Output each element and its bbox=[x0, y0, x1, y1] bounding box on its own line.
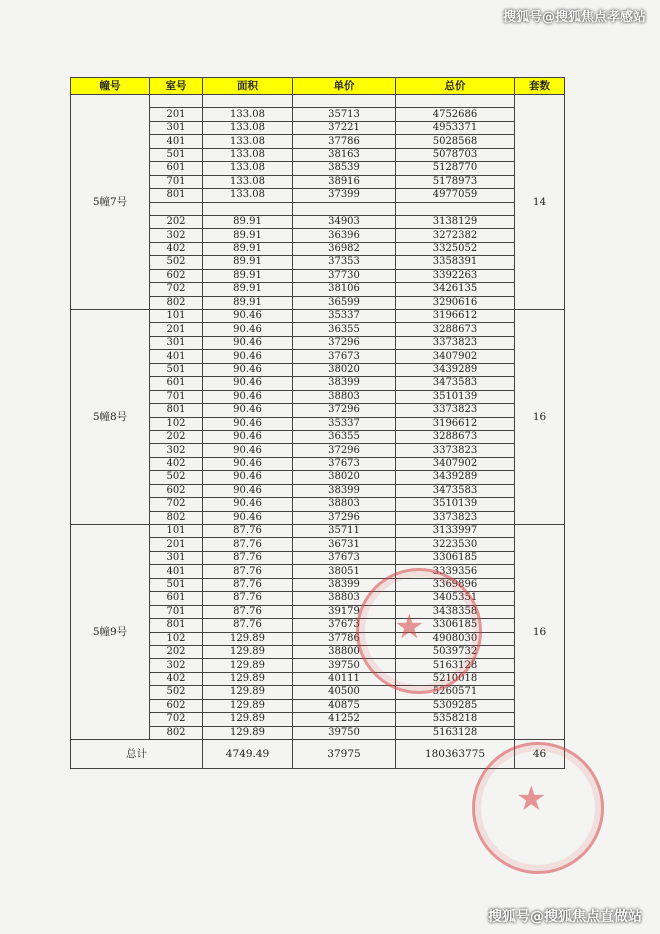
total-price-cell: 3373823 bbox=[396, 336, 515, 349]
room-cell: 101 bbox=[150, 525, 203, 538]
room-cell: 202 bbox=[150, 430, 203, 443]
total-price-cell: 3405351 bbox=[396, 592, 515, 605]
total-price-cell: 5358218 bbox=[396, 713, 515, 726]
unit-price-cell: 35713 bbox=[293, 108, 396, 121]
room-cell: 302 bbox=[150, 444, 203, 457]
room-cell: 701 bbox=[150, 175, 203, 188]
area-cell: 90.46 bbox=[203, 336, 293, 349]
total-price-cell: 3439289 bbox=[396, 471, 515, 484]
table-row bbox=[71, 310, 565, 323]
total-price-cell: 3369896 bbox=[396, 578, 515, 591]
room-cell: 502 bbox=[150, 686, 203, 699]
area-cell: 87.76 bbox=[203, 605, 293, 618]
total-area: 4749.49 bbox=[203, 740, 293, 769]
room-cell: 401 bbox=[150, 565, 203, 578]
total-price: 180363775 bbox=[396, 740, 515, 769]
total-price-cell: 3339356 bbox=[396, 565, 515, 578]
unit-price-cell: 38106 bbox=[293, 283, 396, 296]
total-price-cell: 3510139 bbox=[396, 498, 515, 511]
area-cell: 90.46 bbox=[203, 471, 293, 484]
area-cell: 90.46 bbox=[203, 363, 293, 376]
unit-price-cell: 38803 bbox=[293, 390, 396, 403]
area-cell: 89.91 bbox=[203, 242, 293, 255]
area-cell: 129.89 bbox=[203, 699, 293, 712]
room-cell: 702 bbox=[150, 498, 203, 511]
room-cell: 802 bbox=[150, 511, 203, 524]
area-cell: 129.89 bbox=[203, 686, 293, 699]
room-cell: 801 bbox=[150, 619, 203, 632]
total-price-cell: 3426135 bbox=[396, 283, 515, 296]
area-cell: 89.91 bbox=[203, 229, 293, 242]
unit-price-cell: 38163 bbox=[293, 148, 396, 161]
header-area: 面积 bbox=[203, 78, 293, 95]
room-cell: 501 bbox=[150, 578, 203, 591]
header-building: 幢号 bbox=[71, 78, 150, 95]
total-label: 总计 bbox=[71, 740, 203, 769]
room-cell: 201 bbox=[150, 538, 203, 551]
total-price-cell: 3290616 bbox=[396, 296, 515, 309]
area-cell: 133.08 bbox=[203, 189, 293, 202]
unit-price-cell: 38800 bbox=[293, 645, 396, 658]
room-cell bbox=[150, 95, 203, 108]
total-price-cell: 3373823 bbox=[396, 511, 515, 524]
unit-price-cell: 35711 bbox=[293, 525, 396, 538]
unit-price-cell: 38399 bbox=[293, 377, 396, 390]
area-cell: 87.76 bbox=[203, 592, 293, 605]
area-cell: 90.46 bbox=[203, 484, 293, 497]
room-cell: 301 bbox=[150, 121, 203, 134]
table-header-row bbox=[71, 78, 565, 95]
price-table bbox=[70, 77, 565, 769]
area-cell: 89.91 bbox=[203, 269, 293, 282]
area-cell: 133.08 bbox=[203, 121, 293, 134]
area-cell: 90.46 bbox=[203, 417, 293, 430]
unit-price-cell: 37786 bbox=[293, 135, 396, 148]
count-cell: 14 bbox=[515, 95, 565, 310]
total-price-cell: 3325052 bbox=[396, 242, 515, 255]
watermark-top: 搜狐号@搜狐焦点孝感站 bbox=[502, 10, 646, 25]
header-room: 室号 bbox=[150, 78, 203, 95]
total-price-cell: 3438358 bbox=[396, 605, 515, 618]
room-cell: 301 bbox=[150, 336, 203, 349]
total-price-cell: 3138129 bbox=[396, 215, 515, 228]
unit-price-cell: 37296 bbox=[293, 404, 396, 417]
unit-price-cell: 37673 bbox=[293, 551, 396, 564]
building-cell: 5幢8号 bbox=[71, 310, 150, 525]
unit-price-cell bbox=[293, 95, 396, 108]
room-cell: 801 bbox=[150, 189, 203, 202]
unit-price-cell: 38803 bbox=[293, 592, 396, 605]
area-cell: 90.46 bbox=[203, 430, 293, 443]
header-unit-price: 单价 bbox=[293, 78, 396, 95]
unit-price-cell: 36731 bbox=[293, 538, 396, 551]
room-cell: 601 bbox=[150, 592, 203, 605]
unit-price-cell: 36599 bbox=[293, 296, 396, 309]
total-price-cell: 3407902 bbox=[396, 350, 515, 363]
unit-price-cell: 37786 bbox=[293, 632, 396, 645]
total-price-cell: 3133997 bbox=[396, 525, 515, 538]
unit-price-cell: 36355 bbox=[293, 430, 396, 443]
unit-price-cell: 35337 bbox=[293, 310, 396, 323]
room-cell: 402 bbox=[150, 242, 203, 255]
area-cell: 90.46 bbox=[203, 457, 293, 470]
unit-price-cell: 34903 bbox=[293, 215, 396, 228]
total-price-cell: 3306185 bbox=[396, 551, 515, 564]
total-price-cell: 3407902 bbox=[396, 457, 515, 470]
total-price-cell: 5210018 bbox=[396, 672, 515, 685]
count-cell: 16 bbox=[515, 525, 565, 740]
area-cell: 90.46 bbox=[203, 404, 293, 417]
room-cell: 702 bbox=[150, 713, 203, 726]
total-price-cell: 3223530 bbox=[396, 538, 515, 551]
total-price-cell: 3473583 bbox=[396, 484, 515, 497]
room-cell: 202 bbox=[150, 215, 203, 228]
unit-price-cell: 35337 bbox=[293, 417, 396, 430]
unit-price-cell: 37730 bbox=[293, 269, 396, 282]
unit-price-cell: 37296 bbox=[293, 336, 396, 349]
room-cell: 302 bbox=[150, 229, 203, 242]
total-price-cell: 5078703 bbox=[396, 148, 515, 161]
total-price-cell: 3196612 bbox=[396, 310, 515, 323]
room-cell bbox=[150, 202, 203, 215]
unit-price-cell: 36396 bbox=[293, 229, 396, 242]
total-unit-price: 37975 bbox=[293, 740, 396, 769]
room-cell: 101 bbox=[150, 310, 203, 323]
unit-price-cell: 40875 bbox=[293, 699, 396, 712]
room-cell: 801 bbox=[150, 404, 203, 417]
area-cell: 90.46 bbox=[203, 444, 293, 457]
building-cell: 5幢7号 bbox=[71, 95, 150, 310]
room-cell: 102 bbox=[150, 417, 203, 430]
area-cell: 129.89 bbox=[203, 726, 293, 739]
unit-price-cell: 41252 bbox=[293, 713, 396, 726]
total-price-cell: 5163128 bbox=[396, 726, 515, 739]
area-cell: 87.76 bbox=[203, 619, 293, 632]
room-cell: 301 bbox=[150, 551, 203, 564]
total-price-cell: 5028568 bbox=[396, 135, 515, 148]
table-row bbox=[71, 525, 565, 538]
room-cell: 201 bbox=[150, 108, 203, 121]
area-cell: 133.08 bbox=[203, 135, 293, 148]
unit-price-cell: 36355 bbox=[293, 323, 396, 336]
area-cell bbox=[203, 202, 293, 215]
unit-price-cell: 40500 bbox=[293, 686, 396, 699]
room-cell: 502 bbox=[150, 256, 203, 269]
room-cell: 501 bbox=[150, 148, 203, 161]
unit-price-cell: 38539 bbox=[293, 162, 396, 175]
area-cell: 90.46 bbox=[203, 310, 293, 323]
watermark-bottom: 搜狐号@搜狐焦点直做站 bbox=[488, 909, 642, 925]
total-price-cell: 4752686 bbox=[396, 108, 515, 121]
room-cell: 102 bbox=[150, 632, 203, 645]
area-cell: 133.08 bbox=[203, 148, 293, 161]
room-cell: 502 bbox=[150, 471, 203, 484]
area-cell: 133.08 bbox=[203, 108, 293, 121]
area-cell: 90.46 bbox=[203, 511, 293, 524]
unit-price-cell: 38051 bbox=[293, 565, 396, 578]
total-price-cell: 3288673 bbox=[396, 430, 515, 443]
area-cell: 89.91 bbox=[203, 283, 293, 296]
total-price-cell: 5128770 bbox=[396, 162, 515, 175]
total-price-cell: 3510139 bbox=[396, 390, 515, 403]
total-price-cell: 3288673 bbox=[396, 323, 515, 336]
unit-price-cell: 38916 bbox=[293, 175, 396, 188]
area-cell: 129.89 bbox=[203, 632, 293, 645]
area-cell: 90.46 bbox=[203, 498, 293, 511]
room-cell: 402 bbox=[150, 672, 203, 685]
area-cell: 90.46 bbox=[203, 323, 293, 336]
unit-price-cell: 37296 bbox=[293, 511, 396, 524]
total-price-cell: 3392263 bbox=[396, 269, 515, 282]
unit-price-cell: 39179 bbox=[293, 605, 396, 618]
room-cell: 401 bbox=[150, 350, 203, 363]
unit-price-cell: 37353 bbox=[293, 256, 396, 269]
area-cell: 89.91 bbox=[203, 296, 293, 309]
area-cell: 87.76 bbox=[203, 578, 293, 591]
unit-price-cell: 36982 bbox=[293, 242, 396, 255]
room-cell: 501 bbox=[150, 363, 203, 376]
unit-price-cell: 39750 bbox=[293, 659, 396, 672]
area-cell: 129.89 bbox=[203, 713, 293, 726]
total-price-cell: 5260571 bbox=[396, 686, 515, 699]
table-row bbox=[71, 95, 565, 108]
unit-price-cell: 38020 bbox=[293, 471, 396, 484]
unit-price-cell: 37673 bbox=[293, 350, 396, 363]
unit-price-cell: 38399 bbox=[293, 578, 396, 591]
table-body bbox=[71, 95, 565, 740]
total-price-cell: 3358391 bbox=[396, 256, 515, 269]
total-price-cell bbox=[396, 95, 515, 108]
area-cell: 133.08 bbox=[203, 162, 293, 175]
area-cell: 87.76 bbox=[203, 551, 293, 564]
seal-star-icon: ★ bbox=[516, 779, 547, 819]
room-cell: 402 bbox=[150, 457, 203, 470]
total-price-cell: 3196612 bbox=[396, 417, 515, 430]
unit-price-cell: 37296 bbox=[293, 444, 396, 457]
room-cell: 602 bbox=[150, 699, 203, 712]
area-cell: 90.46 bbox=[203, 377, 293, 390]
room-cell: 802 bbox=[150, 726, 203, 739]
unit-price-cell: 37399 bbox=[293, 189, 396, 202]
unit-price-cell: 40111 bbox=[293, 672, 396, 685]
room-cell: 602 bbox=[150, 269, 203, 282]
room-cell: 201 bbox=[150, 323, 203, 336]
total-price-cell: 5178973 bbox=[396, 175, 515, 188]
room-cell: 701 bbox=[150, 605, 203, 618]
unit-price-cell: 39750 bbox=[293, 726, 396, 739]
room-cell: 702 bbox=[150, 283, 203, 296]
area-cell: 129.89 bbox=[203, 672, 293, 685]
total-price-cell: 5163128 bbox=[396, 659, 515, 672]
room-cell: 601 bbox=[150, 162, 203, 175]
building-cell: 5幢9号 bbox=[71, 525, 150, 740]
area-cell: 90.46 bbox=[203, 390, 293, 403]
unit-price-cell: 37221 bbox=[293, 121, 396, 134]
room-cell: 401 bbox=[150, 135, 203, 148]
total-price-cell: 3272382 bbox=[396, 229, 515, 242]
area-cell: 90.46 bbox=[203, 350, 293, 363]
room-cell: 601 bbox=[150, 377, 203, 390]
total-price-cell: 3439289 bbox=[396, 363, 515, 376]
total-price-cell: 3373823 bbox=[396, 404, 515, 417]
area-cell: 89.91 bbox=[203, 215, 293, 228]
area-cell: 87.76 bbox=[203, 525, 293, 538]
area-cell: 87.76 bbox=[203, 565, 293, 578]
room-cell: 701 bbox=[150, 390, 203, 403]
area-cell bbox=[203, 95, 293, 108]
unit-price-cell: 37673 bbox=[293, 457, 396, 470]
area-cell: 129.89 bbox=[203, 645, 293, 658]
total-price-cell: 5309285 bbox=[396, 699, 515, 712]
area-cell: 89.91 bbox=[203, 256, 293, 269]
area-cell: 87.76 bbox=[203, 538, 293, 551]
total-price-cell: 4977059 bbox=[396, 189, 515, 202]
total-price-cell: 3306185 bbox=[396, 619, 515, 632]
unit-price-cell bbox=[293, 202, 396, 215]
room-cell: 602 bbox=[150, 484, 203, 497]
unit-price-cell: 38803 bbox=[293, 498, 396, 511]
room-cell: 802 bbox=[150, 296, 203, 309]
header-total-price: 总价 bbox=[396, 78, 515, 95]
unit-price-cell: 37673 bbox=[293, 619, 396, 632]
total-count: 46 bbox=[515, 740, 565, 769]
area-cell: 133.08 bbox=[203, 175, 293, 188]
room-cell: 202 bbox=[150, 645, 203, 658]
area-cell: 129.89 bbox=[203, 659, 293, 672]
total-price-cell: 4953371 bbox=[396, 121, 515, 134]
seal-star-icon: ★ bbox=[394, 607, 425, 647]
total-price-cell: 3473583 bbox=[396, 377, 515, 390]
count-cell: 16 bbox=[515, 310, 565, 525]
total-price-cell: 3373823 bbox=[396, 444, 515, 457]
unit-price-cell: 38020 bbox=[293, 363, 396, 376]
total-price-cell bbox=[396, 202, 515, 215]
unit-price-cell: 38399 bbox=[293, 484, 396, 497]
header-count: 套数 bbox=[515, 78, 565, 95]
total-price-cell: 5039732 bbox=[396, 645, 515, 658]
total-price-cell: 4908030 bbox=[396, 632, 515, 645]
room-cell: 302 bbox=[150, 659, 203, 672]
